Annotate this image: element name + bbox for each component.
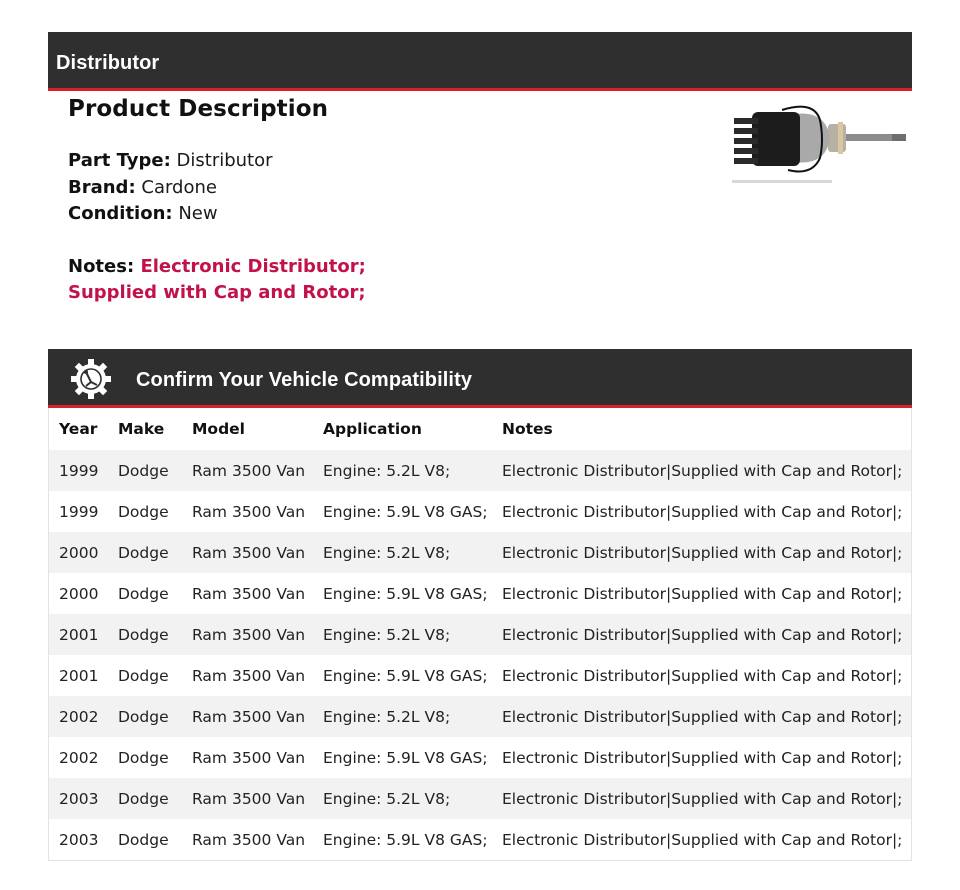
cell-year: 1999 bbox=[49, 450, 108, 491]
cell-application: Engine: 5.9L V8 GAS; bbox=[313, 573, 492, 614]
cell-make: Dodge bbox=[108, 532, 182, 573]
cell-application: Engine: 5.2L V8; bbox=[313, 532, 492, 573]
cell-notes: Electronic Distributor|Supplied with Cap and Rotor|; bbox=[492, 778, 911, 819]
cell-notes: Electronic Distributor|Supplied with Cap and Rotor|; bbox=[492, 737, 911, 778]
cell-application: Engine: 5.9L V8 GAS; bbox=[313, 491, 492, 532]
cell-notes: Electronic Distributor|Supplied with Cap and Rotor|; bbox=[492, 450, 911, 491]
compatibility-table bbox=[48, 408, 912, 861]
attribute-condition: Condition: New bbox=[68, 203, 218, 224]
cell-model: Ram 3500 Van bbox=[182, 532, 313, 573]
column-header-notes: Notes bbox=[502, 420, 553, 438]
cell-year: 2000 bbox=[49, 532, 108, 573]
table-row bbox=[49, 491, 911, 532]
column-header-model: Model bbox=[192, 420, 245, 438]
cell-notes: Electronic Distributor|Supplied with Cap and Rotor|; bbox=[492, 491, 911, 532]
product-title-bar bbox=[48, 32, 912, 91]
compatibility-title: Confirm Your Vehicle Compatibility bbox=[136, 369, 473, 391]
cell-notes: Electronic Distributor|Supplied with Cap and Rotor|; bbox=[492, 819, 911, 860]
cell-notes: Electronic Distributor|Supplied with Cap and Rotor|; bbox=[492, 655, 911, 696]
compatibility-bar bbox=[48, 349, 912, 408]
image-caption bbox=[732, 180, 832, 183]
table-row bbox=[49, 655, 911, 696]
column-header-make: Make bbox=[118, 420, 165, 438]
distributor-icon bbox=[724, 100, 914, 180]
cell-year: 2003 bbox=[49, 819, 108, 860]
cell-make: Dodge bbox=[108, 737, 182, 778]
cell-model: Ram 3500 Van bbox=[182, 655, 313, 696]
cell-make: Dodge bbox=[108, 819, 182, 860]
table-row bbox=[49, 696, 911, 737]
cell-year: 2002 bbox=[49, 696, 108, 737]
table-row bbox=[49, 819, 911, 860]
cell-application: Engine: 5.9L V8 GAS; bbox=[313, 819, 492, 860]
cell-model: Ram 3500 Van bbox=[182, 737, 313, 778]
cell-application: Engine: 5.2L V8; bbox=[313, 450, 492, 491]
cell-application: Engine: 5.2L V8; bbox=[313, 778, 492, 819]
attribute-list bbox=[68, 148, 668, 228]
cell-application: Engine: 5.9L V8 GAS; bbox=[313, 737, 492, 778]
cell-model: Ram 3500 Van bbox=[182, 573, 313, 614]
gear-icon bbox=[70, 358, 112, 400]
cell-application: Engine: 5.2L V8; bbox=[313, 696, 492, 737]
cell-year: 1999 bbox=[49, 491, 108, 532]
cell-year: 2001 bbox=[49, 614, 108, 655]
column-header-year: Year bbox=[59, 420, 98, 438]
cell-year: 2000 bbox=[49, 573, 108, 614]
cell-make: Dodge bbox=[108, 655, 182, 696]
cell-application: Engine: 5.9L V8 GAS; bbox=[313, 655, 492, 696]
cell-model: Ram 3500 Van bbox=[182, 696, 313, 737]
cell-notes: Electronic Distributor|Supplied with Cap and Rotor|; bbox=[492, 532, 911, 573]
column-header-application: Application bbox=[323, 420, 422, 438]
product-description bbox=[68, 96, 668, 307]
table-row bbox=[49, 532, 911, 573]
table-row bbox=[49, 737, 911, 778]
cell-make: Dodge bbox=[108, 614, 182, 655]
cell-notes: Electronic Distributor|Supplied with Cap and Rotor|; bbox=[492, 696, 911, 737]
cell-make: Dodge bbox=[108, 778, 182, 819]
cell-model: Ram 3500 Van bbox=[182, 450, 313, 491]
table-row bbox=[49, 778, 911, 819]
distributor-product-image bbox=[724, 100, 914, 192]
cell-model: Ram 3500 Van bbox=[182, 819, 313, 860]
cell-model: Ram 3500 Van bbox=[182, 778, 313, 819]
cell-make: Dodge bbox=[108, 450, 182, 491]
cell-year: 2003 bbox=[49, 778, 108, 819]
product-title: Distributor bbox=[56, 52, 160, 74]
cell-model: Ram 3500 Van bbox=[182, 614, 313, 655]
table-row bbox=[49, 573, 911, 614]
attribute-part-type: Part Type: Distributor bbox=[68, 150, 273, 171]
attribute-brand: Brand: Cardone bbox=[68, 176, 217, 198]
cell-application: Engine: 5.2L V8; bbox=[313, 614, 492, 655]
cell-make: Dodge bbox=[108, 491, 182, 532]
table-row bbox=[49, 614, 911, 655]
table-header-row bbox=[49, 408, 911, 450]
cell-notes: Electronic Distributor|Supplied with Cap and Rotor|; bbox=[492, 614, 911, 655]
cell-make: Dodge bbox=[108, 696, 182, 737]
cell-make: Dodge bbox=[108, 573, 182, 614]
product-notes: Notes: Electronic Distributor; Supplied with Cap and Rotor; bbox=[68, 255, 366, 303]
cell-year: 2001 bbox=[49, 655, 108, 696]
table-row bbox=[49, 450, 911, 491]
cell-model: Ram 3500 Van bbox=[182, 491, 313, 532]
cell-notes: Electronic Distributor|Supplied with Cap and Rotor|; bbox=[492, 573, 911, 614]
description-heading: Product Description bbox=[68, 96, 329, 122]
cell-year: 2002 bbox=[49, 737, 108, 778]
